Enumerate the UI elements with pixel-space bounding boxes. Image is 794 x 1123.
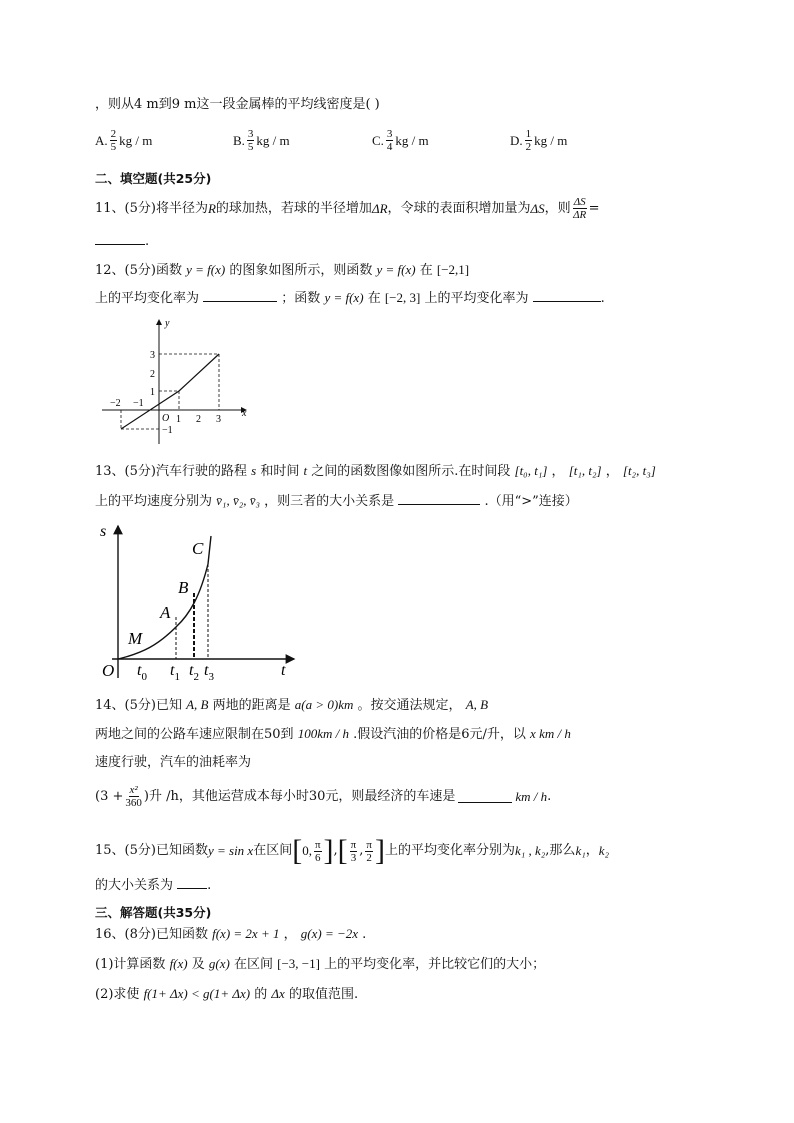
tick-t1: $t_1$ — [170, 662, 180, 683]
section-answer-heading: 三、解答题(共35分) — [95, 905, 212, 920]
origin-label: O — [102, 661, 115, 680]
q14-stem-line2: 两地之间的公路车速应限制在50到 100km / h .假设汽油的价格是6元/升，以 x km / h — [95, 726, 571, 742]
t-axis-label: t — [281, 662, 286, 679]
tick-t0: $t_0$ — [137, 662, 147, 683]
x-tick-3: 3 — [216, 414, 221, 425]
tick-t2: $t_2$ — [189, 662, 199, 683]
q10-option-b[interactable]: B. $\frac{3}{5}$ kg / m — [233, 128, 290, 153]
x-tick-1: 1 — [176, 414, 181, 425]
x-axis-label: x — [242, 408, 247, 419]
q12-stem: 12、(5分)函数 y = f(x) 的图象如图所示，则函数 y = f(x) 在 [−2,1] — [95, 262, 470, 278]
q16-part1: (1)计算函数 f(x) 及 g(x) 在区间 [−3, −1] 上的平均变化率，并比较它们的大小； — [95, 956, 546, 972]
q10-option-d[interactable]: D. $\frac{1}{2}$ kg / m — [510, 128, 568, 153]
q10-option-c[interactable]: C. $\frac{3}{4}$ kg / m — [372, 128, 429, 153]
x-tick-2: 2 — [196, 414, 201, 425]
y-axis-label: y — [165, 318, 170, 329]
x-tick-m2: −2 — [110, 398, 121, 409]
x-tick-m1: −1 — [133, 398, 144, 409]
q13-answer-blank[interactable] — [398, 492, 480, 505]
q14-stem: 14、(5分)已知 A, B 两地的距离是 a(a > 0)km 。按交通法规定， A, B — [95, 697, 489, 713]
q16-part2: (2)求使 f(1+ Δx) < g(1+ Δx) 的 Δx 的取值范围. — [95, 986, 359, 1002]
function-curve — [121, 354, 219, 429]
q14-stem-line3: 速度行驶，汽车的油耗率为 — [95, 755, 252, 770]
s-axis-label: s — [100, 523, 107, 540]
q12-answer-blank-1[interactable] — [203, 289, 277, 302]
q12-function-graph — [96, 316, 256, 448]
section-fill-in-heading: 二、填空题(共25分) — [95, 171, 212, 186]
q10-stem: ，则从4 m到9 m这一段金属棒的平均线密度是( ) — [95, 97, 380, 112]
y-tick-1: 1 — [150, 387, 155, 398]
y-tick-m1: −1 — [162, 425, 173, 436]
q11-answer-line: . — [95, 232, 149, 251]
q13-distance-time-graph — [98, 520, 303, 685]
q12-answer-blank-2[interactable] — [533, 289, 601, 302]
y-tick-3: 3 — [150, 350, 155, 361]
q15-answer-blank[interactable] — [177, 876, 207, 889]
point-m-label: M — [128, 629, 143, 648]
q12-stem-line2: 上的平均变化率为 ；函数 y = f(x) 在 [−2, 3] 上的平均变化率为 . — [95, 290, 605, 306]
origin-label: O — [162, 413, 170, 424]
y-tick-2: 2 — [150, 369, 155, 380]
q16-stem: 16、(8分)已知函数 f(x) = 2x + 1 ， g(x) = −2x . — [95, 926, 367, 942]
q15-stem-line2: 的大小关系为 . — [95, 878, 212, 893]
q15-stem: 15、(5分)已知函数 y = sin x 在区间 [ 0, $\frac{\pi}{6}$ ] , [ $\frac{\pi}{3}$ , $\frac{\pi}{2}$ ] 上的平均变化率分别为 k₁ , k₂ ,那么 k₁ ， k₂ — [95, 834, 610, 867]
q13-stem: 13、(5分)汽车行驶的路程 s 和时间 t 之间的函数图像如图所示.在时间段 [t₀, t₁] ， [t₁, t₂] ， [t₂, t₃] — [95, 463, 656, 479]
q11-answer-blank[interactable] — [95, 232, 145, 245]
point-b-label: B — [178, 578, 189, 597]
tick-t3: $t_3$ — [204, 662, 214, 683]
q13-stem-line2: 上的平均速度分别为 v̄₁, v̄₂, v̄₃ ，则三者的大小关系是 .（用“>”连接） — [95, 493, 578, 509]
q14-stem-line4: (3 + $\frac{\text{x²}}{360}$ )升 /h ，其他运营成本每小时30元，则最经济的车速是 km / h . — [95, 784, 552, 809]
point-a-label: A — [160, 603, 171, 622]
q11-stem: 11、(5分)将半径为 R 的球加热，若球的半径增加 ΔR ，令球的表面积增加量为 ΔS ，则 $\frac{\Delta S}{\Delta R}$ = — [95, 196, 600, 221]
q10-option-a[interactable]: A. $\frac{2}{5}$ kg / m — [95, 128, 153, 153]
q14-answer-blank[interactable] — [458, 790, 512, 803]
point-c-label: C — [192, 539, 204, 558]
